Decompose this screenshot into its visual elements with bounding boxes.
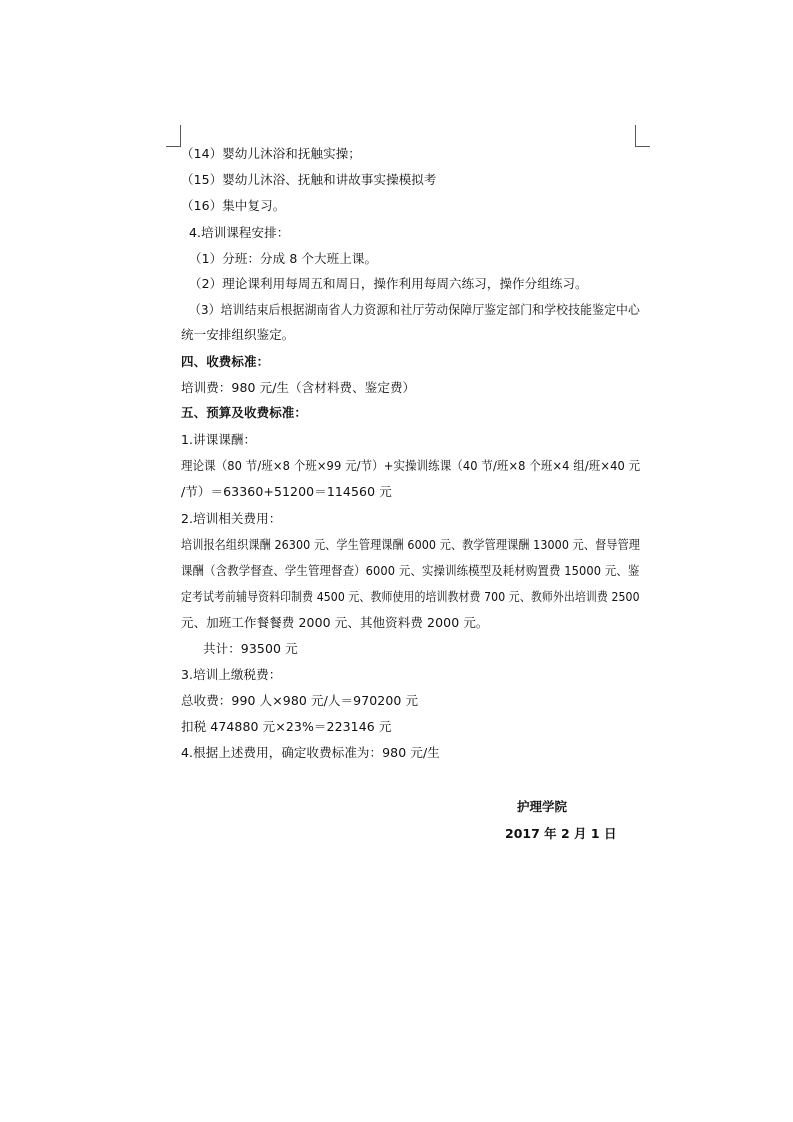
text-line: 2.培训相关费用：	[181, 511, 282, 526]
text-line: 理论课（80 节/班×8 个班×99 元/节）+实操训练课（40 节/班×8 个班×4 组/班×40 元	[181, 458, 641, 473]
text-line: 1.讲课课酬：	[181, 432, 257, 447]
text-line: （2）理论课利用每周五和周日，操作利用每周六练习，操作分组练习。	[189, 276, 588, 291]
text-line: /节）＝63360+51200＝114560 元	[181, 484, 392, 499]
signature-org: 护理学院	[517, 799, 568, 814]
text-line: 元、加班工作餐餐费 2000 元、其他资料费 2000 元。	[181, 615, 489, 630]
text-line: 课酬（含教学督查、学生管理督查）6000 元、实操训练模型及耗材购置费 15000 元、鉴	[181, 563, 640, 578]
text-line: 培训费：980 元/生（含材料费、鉴定费）	[181, 380, 416, 395]
crop-mark-top-left	[166, 125, 181, 147]
text-line: 总收费：990 人×980 元/人＝970200 元	[181, 693, 419, 708]
section-heading: 四、收费标准：	[181, 354, 270, 369]
text-line: 4.根据上述费用，确定收费标准为：980 元/生	[181, 745, 440, 760]
text-line: 共计：93500 元	[203, 641, 298, 656]
text-line: （16）集中复习。	[181, 198, 286, 213]
text-line: 定考试考前辅导资料印制费 4500 元、教师使用的培训教材费 700 元、教师外出培训费 2500	[181, 589, 640, 604]
text-line: （15）婴幼儿沐浴、抚触和讲故事实操模拟考	[181, 172, 437, 187]
text-line: 统一安排组织鉴定。	[181, 327, 295, 342]
section-heading: 五、预算及收费标准：	[181, 405, 308, 420]
text-line: 3.培训上缴税费：	[181, 667, 282, 682]
text-line: （14）婴幼儿沐浴和抚触实操；	[181, 146, 361, 161]
crop-mark-top-right	[635, 125, 650, 147]
text-line: 扣税 474880 元×23%＝223146 元	[181, 719, 392, 734]
text-line: 4.培训课程安排：	[189, 225, 290, 240]
text-line: （1）分班：分成 8 个大班上课。	[189, 251, 378, 266]
text-line: 培训报名组织课酬 26300 元、学生管理课酬 6000 元、教学管理课酬 13000 元、督导管理	[181, 537, 641, 552]
text-line: （3）培训结束后根据湖南省人力资源和社厅劳动保障厅鉴定部门和学校技能鉴定中心	[189, 302, 641, 317]
signature-date: 2017 年 2 月 1 日	[505, 826, 617, 841]
